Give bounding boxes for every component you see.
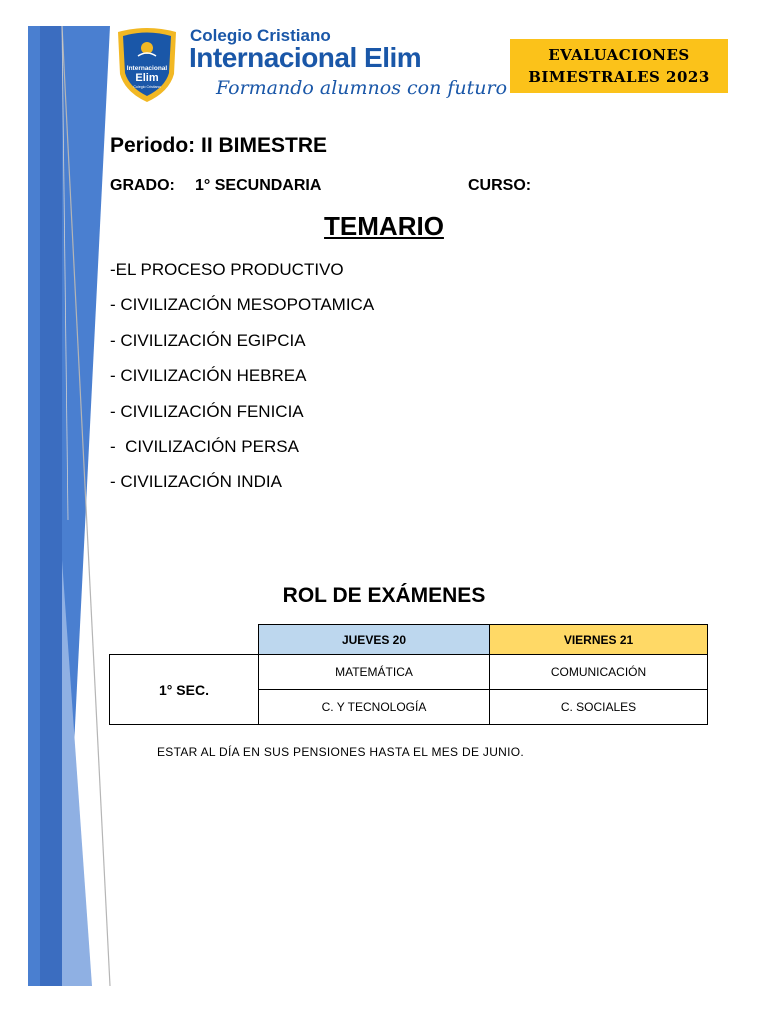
exam-cell: MATEMÁTICA <box>259 655 490 690</box>
grado-label: GRADO: <box>110 177 175 194</box>
banner-line-1: EVALUACIONES <box>548 46 690 64</box>
topic-item: - CIVILIZACIÓN PERSA <box>110 436 299 456</box>
temario-title: TEMARIO <box>324 211 444 241</box>
column-header-jueves: JUEVES 20 <box>259 625 490 655</box>
exam-cell: COMUNICACIÓN <box>490 655 708 690</box>
shield-emblem-icon <box>114 26 180 104</box>
topic-list <box>110 258 374 506</box>
rol-title: ROL DE EXÁMENES <box>282 584 486 607</box>
logo-line-1: Colegio Cristiano <box>190 26 331 45</box>
column-header-viernes: VIERNES 21 <box>490 625 708 655</box>
grado-value: 1° SECUNDARIA <box>195 177 322 194</box>
empty-header-cell <box>110 625 259 655</box>
badge-text-2: Elim <box>135 72 159 84</box>
table-header-row <box>110 625 708 655</box>
logo-slogan: Formando alumnos con futuro <box>216 77 508 99</box>
periodo-heading: Periodo: II BIMESTRE <box>110 134 328 157</box>
topic-item: - CIVILIZACIÓN MESOPOTAMICA <box>110 295 375 315</box>
curso-label: CURSO: <box>468 177 532 194</box>
topic-item: - CIVILIZACIÓN FENICIA <box>110 401 304 421</box>
evaluation-banner <box>510 39 728 93</box>
topic-item: - CIVILIZACIÓN INDIA <box>110 472 282 492</box>
topic-item: -EL PROCESO PRODUCTIVO <box>110 260 344 279</box>
grade-cell: 1° SEC. <box>110 655 259 725</box>
banner-line-2: BIMESTRALES 2023 <box>528 68 710 86</box>
topic-item: - CIVILIZACIÓN HEBREA <box>110 366 307 386</box>
school-logo <box>114 26 508 106</box>
badge-text-3: Colegio Cristiano <box>133 85 161 89</box>
badge-text-1: Internacional <box>126 65 168 72</box>
topic-item: - CIVILIZACIÓN EGIPCIA <box>110 330 306 350</box>
exam-schedule-table <box>109 624 708 725</box>
exam-cell: C. SOCIALES <box>490 690 708 725</box>
exam-cell: C. Y TECNOLOGÍA <box>259 690 490 725</box>
logo-line-2: Internacional Elim <box>189 42 422 73</box>
table-row <box>110 655 708 690</box>
payment-note: ESTAR AL DÍA EN SUS PENSIONES HASTA EL MES DE JUNIO. <box>157 745 525 759</box>
